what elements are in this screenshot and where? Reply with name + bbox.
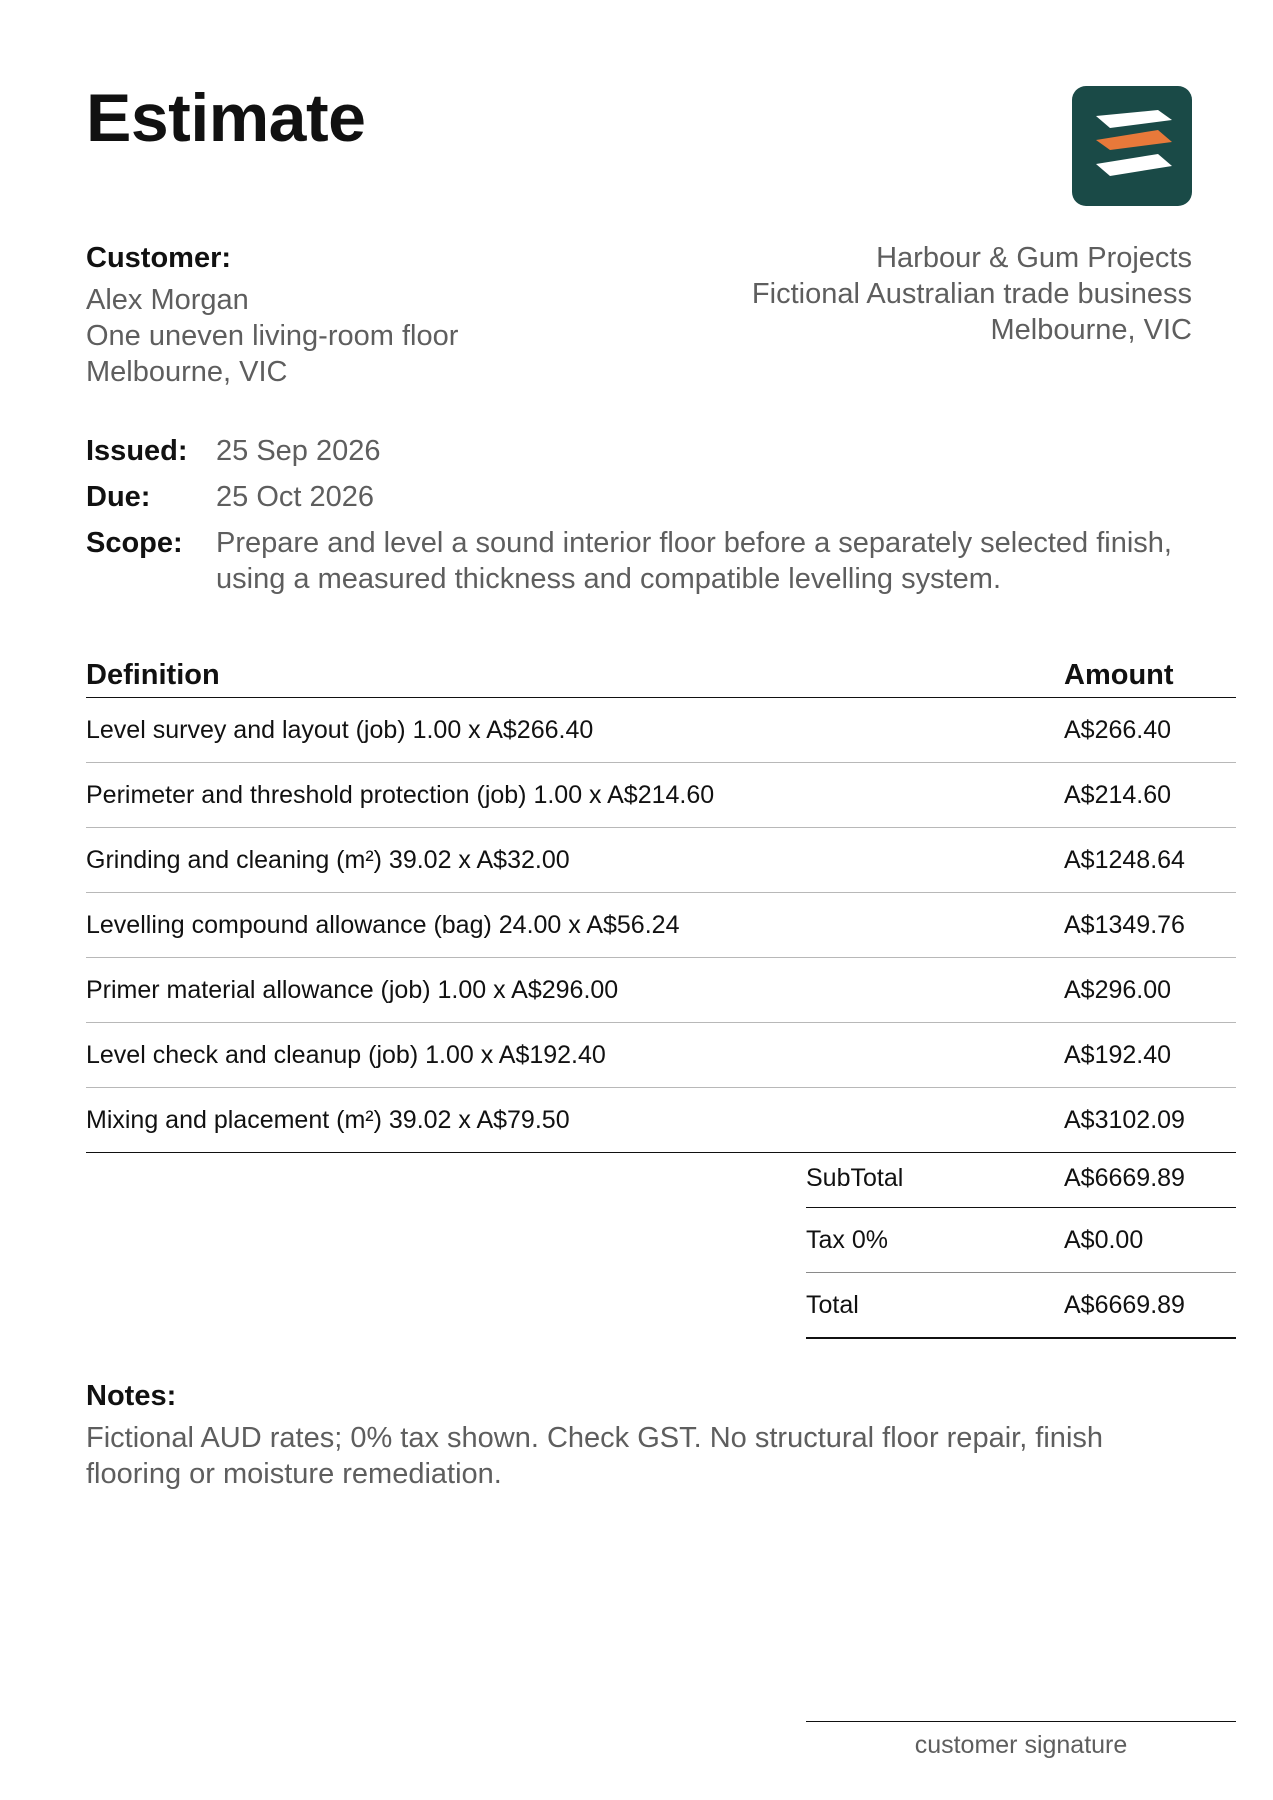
estimate-meta [86, 433, 1196, 607]
customer-name: Alex Morgan [86, 284, 249, 316]
table-row [86, 763, 1236, 828]
tax-row [806, 1208, 1236, 1273]
line-item-amount: A$296.00 [1064, 975, 1172, 1004]
total-row [806, 1273, 1236, 1339]
table-row [86, 1023, 1236, 1088]
line-item-definition: Perimeter and threshold protection (job) 1.00 x A$214.60 [86, 780, 715, 809]
issued-row [86, 433, 1196, 469]
line-item-definition: Levelling compound allowance (bag) 24.00 x A$56.24 [86, 910, 680, 939]
company-location: Melbourne, VIC [990, 314, 1192, 346]
issued-date: 25 Sep 2026 [216, 435, 381, 467]
totals-block [806, 1149, 1236, 1339]
table-header [86, 653, 1236, 698]
notes-section [86, 1376, 1206, 1492]
logo-stripe-middle [1096, 130, 1172, 150]
line-item-amount: A$1248.64 [1064, 845, 1185, 874]
company-name: Harbour & Gum Projects [876, 242, 1192, 274]
subtotal-label: SubTotal [806, 1163, 904, 1192]
line-item-definition: Mixing and placement (m²) 39.02 x A$79.50 [86, 1105, 570, 1134]
logo-stripe-top [1096, 110, 1172, 128]
layered-stripes-logo-icon [1072, 86, 1192, 206]
subtotal-row [806, 1149, 1236, 1208]
issued-label: Issued: [86, 435, 188, 467]
line-item-amount: A$3102.09 [1064, 1105, 1185, 1134]
due-row [86, 479, 1196, 515]
customer-location: Melbourne, VIC [86, 356, 288, 388]
amount-column-header: Amount [1064, 659, 1174, 691]
table-row [86, 1088, 1236, 1153]
tax-label: Tax 0% [806, 1225, 888, 1254]
due-date: 25 Oct 2026 [216, 481, 374, 513]
scope-description: Prepare and level a sound interior floor before a separately selected finish, using a measured thickness and compatible levelling system. [216, 527, 1172, 595]
notes-label: Notes: [86, 1380, 177, 1412]
table-row [86, 958, 1236, 1023]
definition-column-header: Definition [86, 659, 220, 691]
scope-label: Scope: [86, 527, 183, 559]
line-item-definition: Primer material allowance (job) 1.00 x A$296.00 [86, 975, 619, 1004]
table-row [86, 828, 1236, 893]
line-item-definition: Grinding and cleaning (m²) 39.02 x A$32.00 [86, 845, 570, 874]
document-title: Estimate [86, 80, 366, 156]
total-value: A$6669.89 [1064, 1290, 1185, 1319]
line-item-amount: A$266.40 [1064, 715, 1172, 744]
line-items-table [86, 653, 1236, 1153]
line-item-amount: A$1349.76 [1064, 910, 1185, 939]
signature-line [806, 1721, 1236, 1722]
company-description: Fictional Australian trade business [751, 278, 1192, 310]
line-item-amount: A$214.60 [1064, 780, 1172, 809]
table-row [86, 698, 1236, 763]
line-item-amount: A$192.40 [1064, 1040, 1172, 1069]
scope-row [86, 525, 1196, 597]
logo-stripe-bottom [1096, 154, 1172, 176]
company-block [752, 240, 1192, 348]
customer-block [86, 238, 458, 390]
line-item-definition: Level survey and layout (job) 1.00 x A$266.40 [86, 715, 594, 744]
company-logo-icon [1072, 86, 1192, 206]
line-item-definition: Level check and cleanup (job) 1.00 x A$192.40 [86, 1040, 606, 1069]
signature-label: customer signature [914, 1731, 1128, 1759]
total-label: Total [806, 1290, 859, 1319]
notes-text: Fictional AUD rates; 0% tax shown. Check GST. No structural floor repair, finish flooring or moisture remediation. [86, 1422, 1104, 1490]
customer-label: Customer: [86, 242, 232, 274]
due-label: Due: [86, 481, 151, 513]
subtotal-value: A$6669.89 [1064, 1163, 1185, 1192]
table-row [86, 893, 1236, 958]
tax-value: A$0.00 [1064, 1225, 1144, 1254]
customer-address-line: One uneven living-room floor [86, 320, 459, 352]
